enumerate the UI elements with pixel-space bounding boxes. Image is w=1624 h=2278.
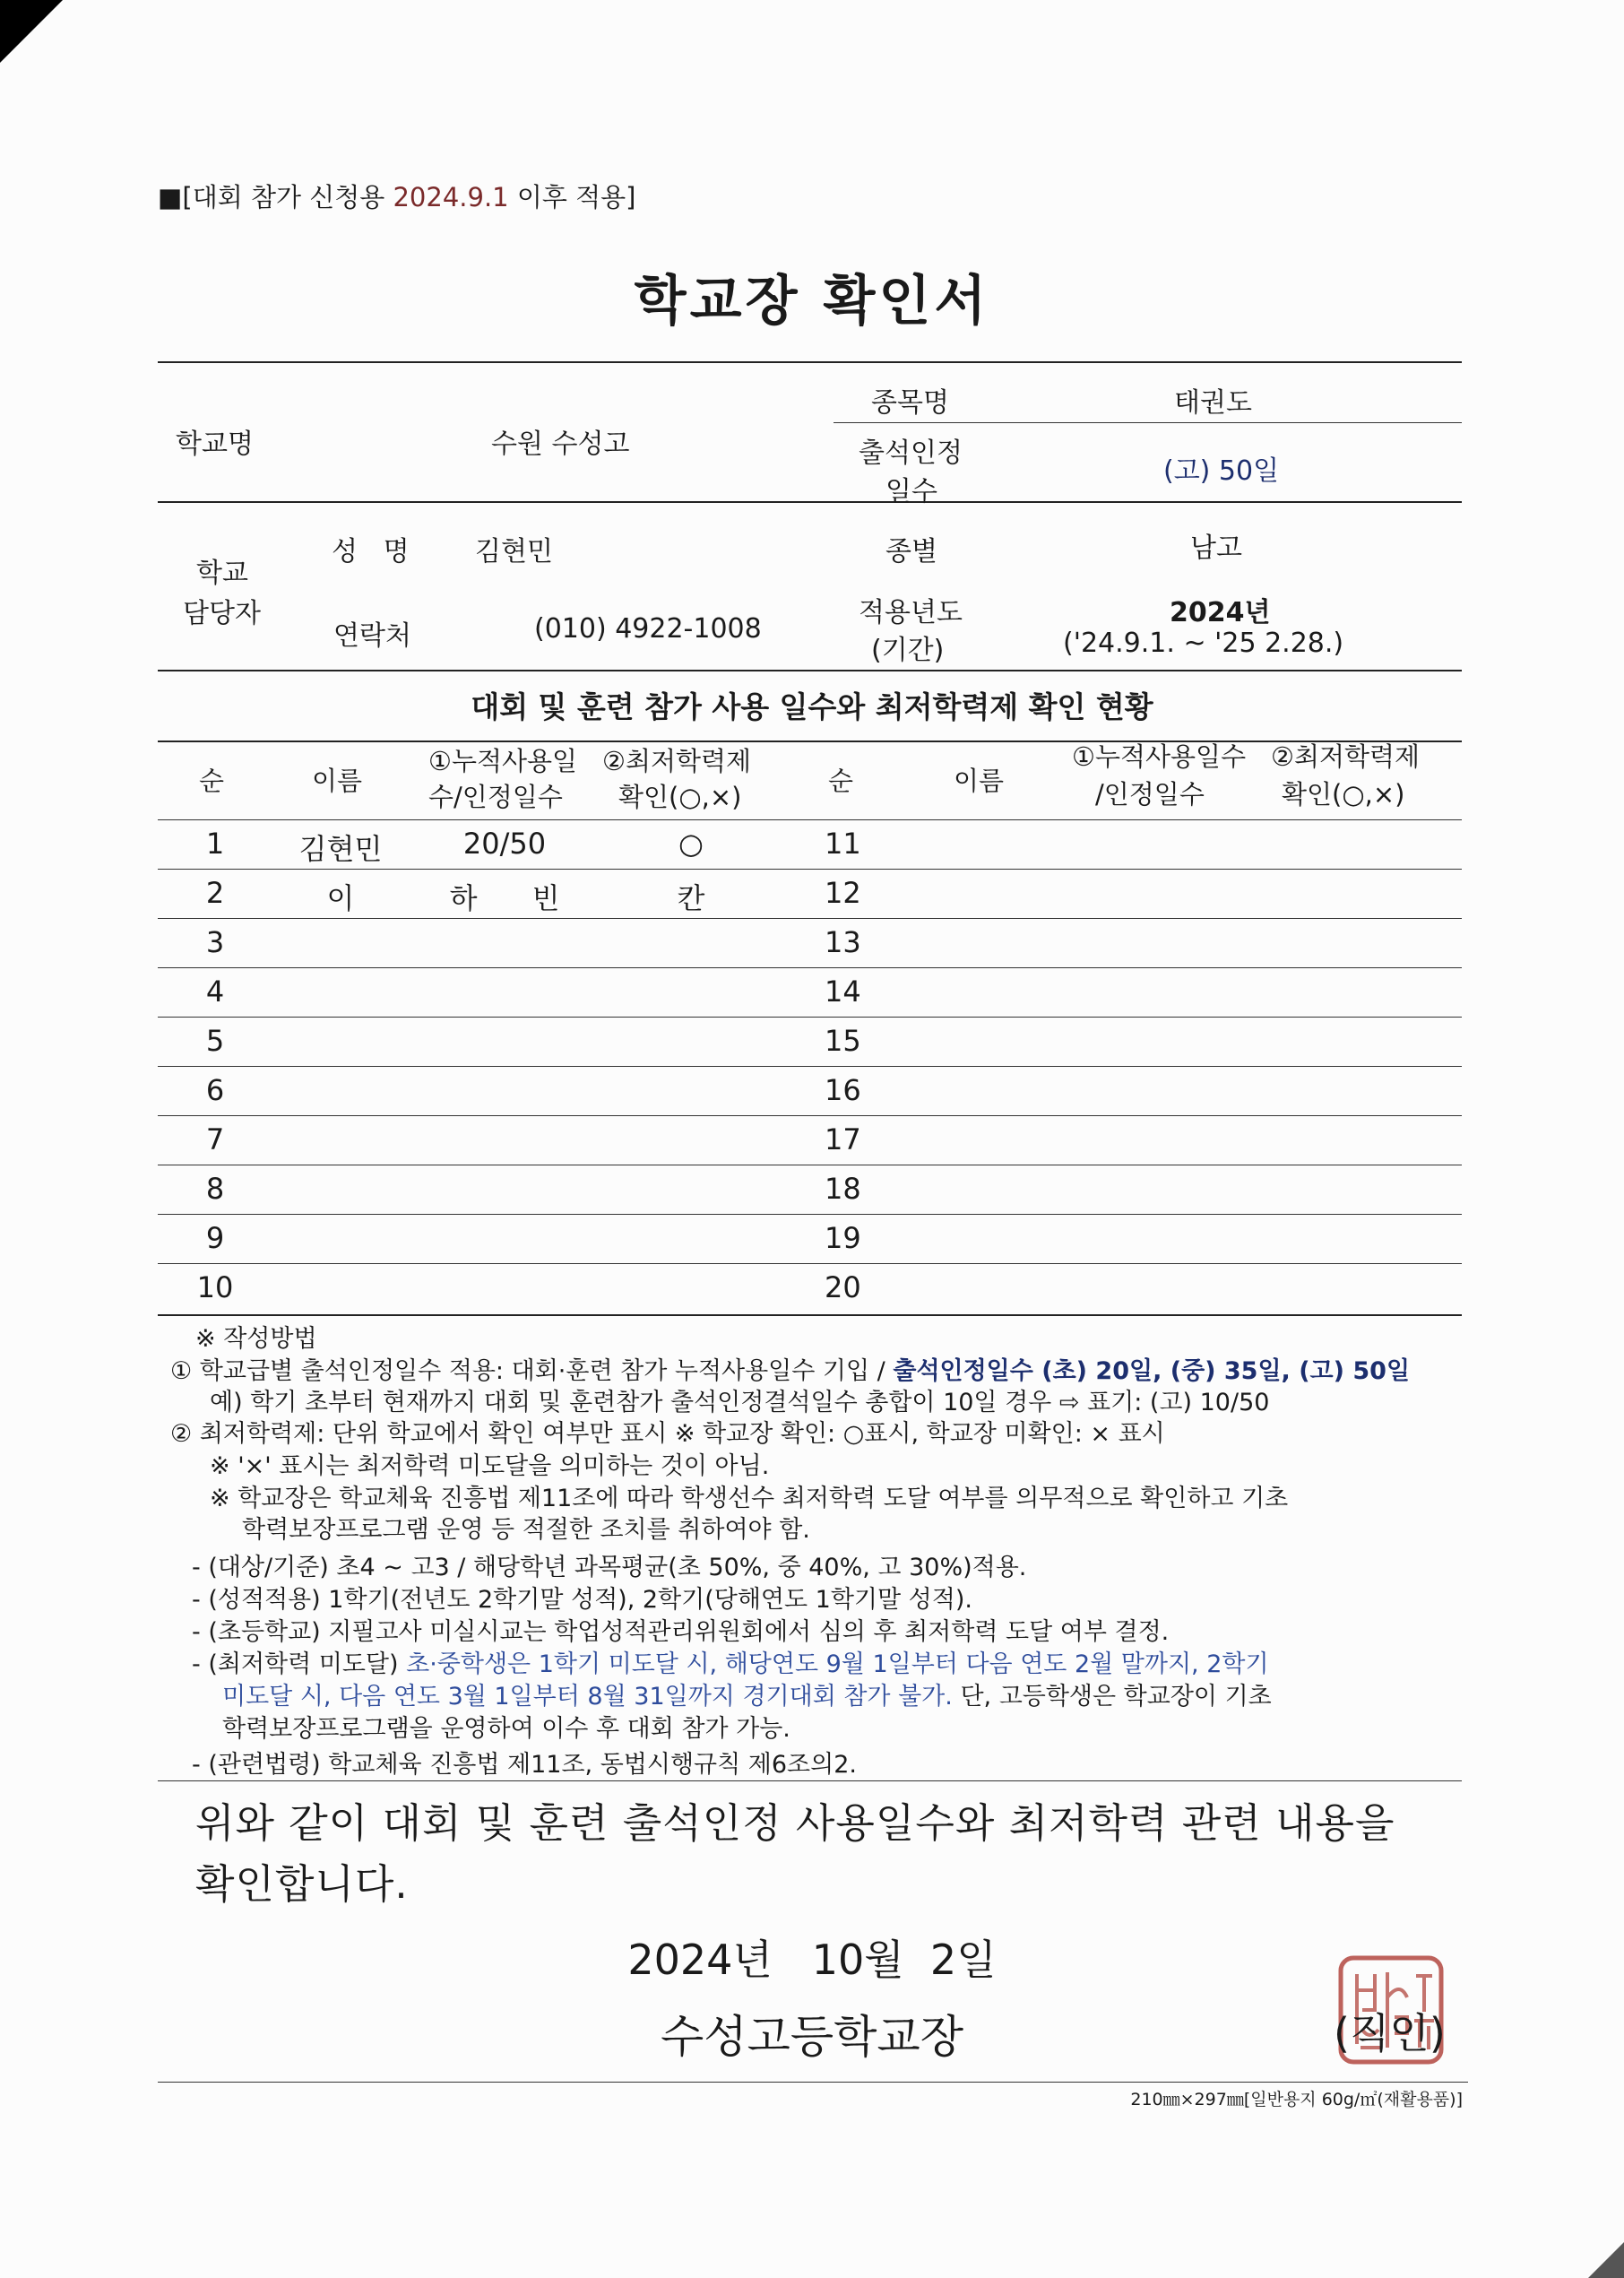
col-header-no-right: 순	[828, 766, 854, 796]
cell-name: 김현민	[298, 832, 383, 866]
cell-no: 7	[205, 1122, 225, 1156]
divider	[158, 361, 1462, 363]
row-divider	[158, 1066, 1462, 1067]
cell-no: 3	[205, 925, 225, 959]
cell-no: 6	[205, 1073, 225, 1107]
instruction-line: ② 최저학력제: 단위 학교에서 확인 여부만 표시 ※ 학교장 확인: ○표시, 학교장 미확인: × 표시	[170, 1420, 1165, 1448]
school-value: 수원 수성고	[491, 429, 630, 460]
instruction-line: ※ '×' 표시는 최저학력 미도달을 의미하는 것이 아님.	[210, 1452, 770, 1480]
instruction-line: 학력보장프로그램을 운영하여 이수 후 대회 참가 가능.	[222, 1715, 790, 1743]
applicability-note: ■[대회 참가 신청용 2024.9.1 이후 적용]	[158, 182, 636, 212]
col-header-name-right: 이름	[954, 766, 1005, 796]
type-label: 종별	[885, 536, 937, 567]
row-divider	[158, 1214, 1462, 1215]
year-label-line2: (기간)	[871, 635, 945, 666]
row-divider	[158, 869, 1462, 870]
col-header-days-line2: 수/인정일수	[428, 782, 563, 812]
year-value: 2024년	[1170, 597, 1271, 628]
col-header-no: 순	[199, 766, 225, 796]
cell-no-right: 12	[825, 876, 861, 910]
instruction-line: - (성적적용) 1학기(전년도 2학기말 성적), 2학기(당해연도 1학기말 성적).	[192, 1586, 972, 1614]
col-header-check-right: ②최저학력제	[1271, 741, 1421, 772]
instruction-line: - (초등학교) 지필고사 미실시교는 학업성적관리위원회에서 심의 후 최저학력 도달 여부 결정.	[192, 1618, 1170, 1646]
page-corner-shadow-bottom	[1588, 2242, 1624, 2278]
school-label: 학교명	[176, 429, 254, 460]
attendance-label-line2: 일수	[885, 476, 937, 507]
name-value: 김현민	[475, 536, 553, 567]
instruction-line: - (최저학력 미도달) 초·중학생은 1학기 미도달 시, 해당연도 9월 1일부터 다음 연도 2월 말까지, 2학기	[192, 1650, 1269, 1678]
confirmation-statement: 위와 같이 대회 및 훈련 출석인정 사용일수와 최저학력 관련 내용을 확인합니다.	[195, 1799, 1395, 1908]
instruction-line: 예) 학기 초부터 현재까지 대회 및 훈련참가 출석인정결석일수 총합이 10일 경우 ⇨ 표기: (고) 10/50	[210, 1389, 1270, 1416]
cell-no-right: 15	[825, 1024, 861, 1058]
cell-no: 4	[205, 974, 225, 1009]
paper-spec: 210㎜×297㎜[일반용지 60g/㎡(재활용품)]	[1130, 2090, 1463, 2109]
table-header-border	[158, 819, 1462, 820]
cell-no-right: 18	[825, 1172, 861, 1206]
footer-divider	[158, 2082, 1468, 2083]
cell-check: ○	[678, 827, 704, 861]
cell-no-right: 19	[825, 1221, 861, 1255]
contact-label: 연락처	[333, 620, 411, 652]
manager-label-line2: 담당자	[183, 598, 261, 629]
sport-value: 태권도	[1174, 387, 1252, 419]
table-bottom-border	[158, 1314, 1462, 1316]
cell-no: 5	[205, 1024, 225, 1058]
cell-no-right: 16	[825, 1073, 861, 1107]
cell-check: 칸	[677, 881, 705, 915]
cell-no-right: 13	[825, 925, 861, 959]
divider	[834, 422, 1462, 423]
instruction-line: - (대상/기준) 초4 ~ 고3 / 해당학년 과목평균(초 50%, 중 40%, 고 30%)적용.	[192, 1554, 1027, 1581]
table-top-border	[158, 741, 1462, 742]
instruction-line: ※ 학교장은 학교체육 진흥법 제11조에 따라 학생선수 최저학력 도달 여부를 의무적으로 확인하고 기초	[210, 1485, 1289, 1512]
cell-days: 하 빈	[449, 881, 560, 915]
cell-no: 2	[205, 876, 225, 910]
cell-no: 1	[205, 827, 225, 861]
page-corner-shadow	[0, 0, 63, 63]
cell-no-right: 20	[825, 1270, 861, 1304]
period-value: ('24.9.1. ~ '25 2.28.)	[1063, 628, 1344, 659]
divider	[158, 501, 1462, 503]
col-header-check: ②최저학력제	[602, 746, 752, 776]
cell-no: 8	[205, 1172, 225, 1206]
row-divider	[158, 1017, 1462, 1018]
instruction-line: - (관련법령) 학교체육 진흥법 제11조, 동법시행규칙 제6조의2.	[192, 1751, 857, 1779]
divider	[158, 1780, 1462, 1781]
seal-label: (직인)	[1334, 2009, 1446, 2057]
attendance-value: (고) 50일	[1163, 455, 1280, 487]
year-label: 적용년도	[859, 597, 963, 628]
cell-no: 10	[196, 1270, 234, 1304]
cell-days: 20/50	[462, 827, 547, 861]
contact-value: (010) 4922-1008	[534, 613, 762, 645]
document-title: 학교장 확인서	[634, 270, 990, 333]
col-header-check-right-line2: 확인(○,×)	[1282, 779, 1405, 810]
row-divider	[158, 1263, 1462, 1264]
manager-label: 학교	[196, 558, 248, 589]
divider	[158, 670, 1462, 671]
row-divider	[158, 1115, 1462, 1116]
instruction-line: ① 학교급별 출석인정일수 적용: 대회·훈련 참가 누적사용일수 기입 / 출석인정일수 (초) 20일, (중) 35일, (고) 50일	[170, 1357, 1411, 1385]
signature-date: 2024년 10월 2일	[627, 1936, 997, 1984]
row-divider	[158, 967, 1462, 968]
col-header-days: ①누적사용일	[428, 746, 578, 776]
cell-no-right: 14	[825, 974, 861, 1009]
principal-title: 수성고등학교장	[660, 2011, 964, 2063]
instruction-line: 미도달 시, 다음 연도 3월 1일부터 8월 31일까지 경기대회 참가 불가. 단, 고등학생은 학교장이 기초	[222, 1683, 1272, 1711]
instructions-heading: ※ 작성방법	[195, 1325, 317, 1353]
cell-no-right: 17	[825, 1122, 861, 1156]
name-label: 성 명	[332, 536, 410, 567]
col-header-days-right-line2: /인정일수	[1095, 779, 1205, 810]
cell-name: 이	[326, 881, 355, 915]
col-header-check-line2: 확인(○,×)	[618, 782, 742, 812]
col-header-name: 이름	[312, 766, 363, 796]
cell-no-right: 11	[825, 827, 861, 861]
row-divider	[158, 918, 1462, 919]
section-title: 대회 및 훈련 참가 사용 일수와 최저학력제 확인 현황	[471, 689, 1153, 724]
cell-no: 9	[205, 1221, 225, 1255]
type-value: 남고	[1190, 533, 1242, 564]
attendance-label: 출석인정	[859, 437, 963, 469]
instruction-line: 학력보장프로그램 운영 등 적절한 조치를 취하여야 함.	[242, 1516, 810, 1544]
col-header-days-right: ①누적사용일수	[1072, 741, 1247, 772]
sport-label: 종목명	[871, 387, 949, 419]
